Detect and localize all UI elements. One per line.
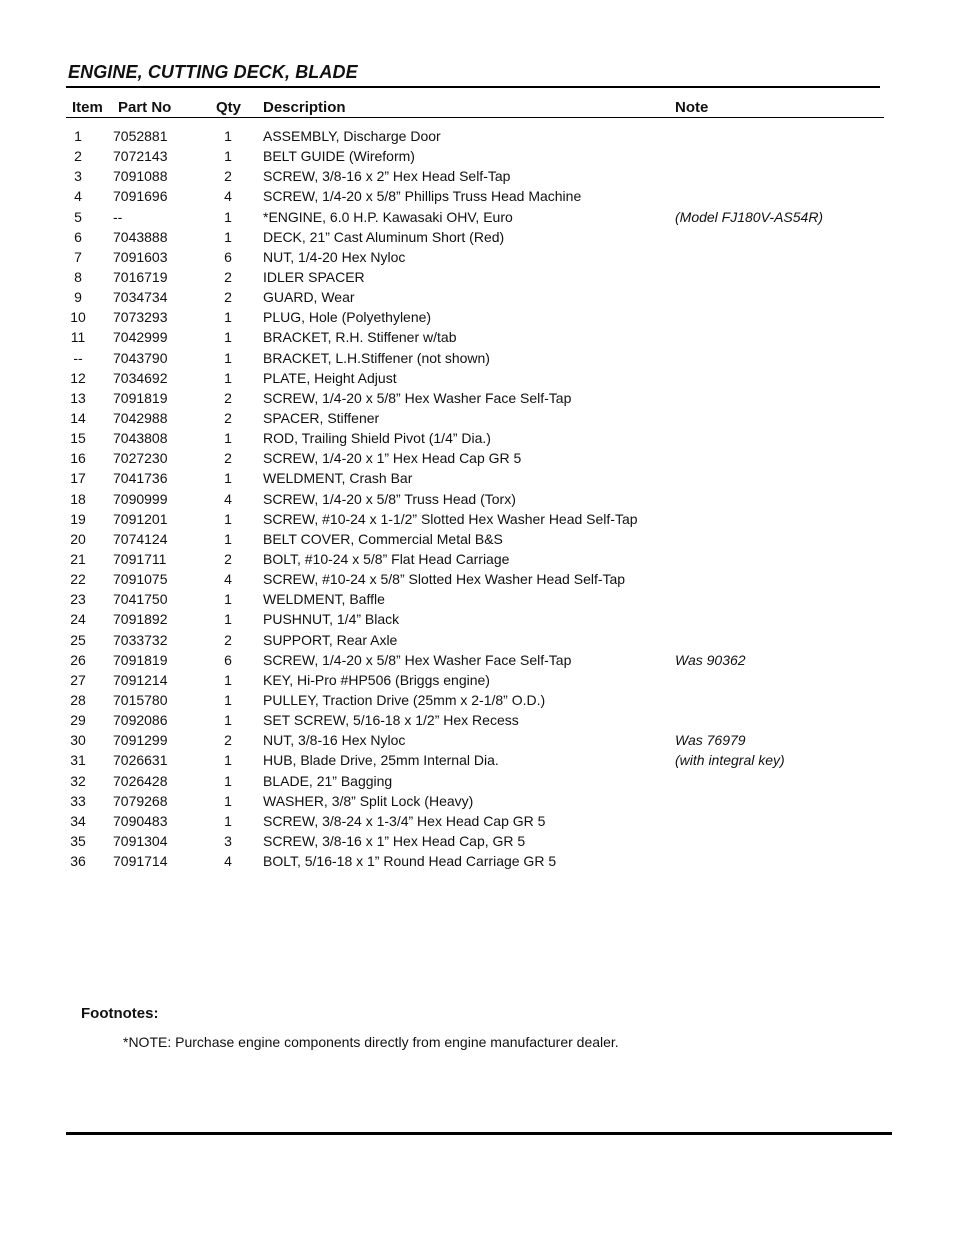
row-qty: 1 xyxy=(224,792,232,809)
header-divider xyxy=(66,117,884,118)
row-qty: 1 xyxy=(224,228,232,245)
row-qty: 1 xyxy=(224,772,232,789)
table-header xyxy=(0,99,954,119)
row-description: SCREW, 1/4-20 x 5/8” Hex Washer Face Self-Tap xyxy=(263,651,572,668)
row-description: SET SCREW, 5/16-18 x 1/2” Hex Recess xyxy=(263,712,519,729)
row-qty: 1 xyxy=(224,309,232,326)
row-part-no: 7091892 xyxy=(113,611,168,628)
row-description: BRACKET, L.H.Stiffener (not shown) xyxy=(263,349,490,366)
row-item: 31 xyxy=(70,752,86,769)
row-item: 22 xyxy=(70,571,86,588)
row-item: 30 xyxy=(70,732,86,749)
table-row xyxy=(0,288,954,308)
row-description: SCREW, 1/4-20 x 1” Hex Head Cap GR 5 xyxy=(263,450,522,467)
table-row xyxy=(0,490,954,510)
row-description: BOLT, 5/16-18 x 1” Round Head Carriage GR 5 xyxy=(263,853,557,870)
row-part-no: 7026428 xyxy=(113,772,168,789)
row-note: (Model FJ180V-AS54R) xyxy=(675,208,824,225)
row-part-no: 7016719 xyxy=(113,268,168,285)
row-part-no: 7090999 xyxy=(113,490,168,507)
table-row xyxy=(0,449,954,469)
row-part-no: 7079268 xyxy=(113,792,168,809)
table-row xyxy=(0,349,954,369)
row-description: KEY, Hi-Pro #HP506 (Briggs engine) xyxy=(263,671,490,688)
table-row xyxy=(0,409,954,429)
row-qty: 1 xyxy=(224,712,232,729)
row-item: 6 xyxy=(74,228,82,245)
row-qty: 1 xyxy=(224,148,232,165)
row-item: 15 xyxy=(70,430,86,447)
row-description: NUT, 3/8-16 Hex Nyloc xyxy=(263,732,406,749)
row-qty: 1 xyxy=(224,369,232,386)
table-row xyxy=(0,147,954,167)
row-part-no: 7090483 xyxy=(113,812,168,829)
row-qty: 1 xyxy=(224,349,232,366)
page-title: ENGINE, CUTTING DECK, BLADE xyxy=(68,62,358,82)
row-part-no: 7027230 xyxy=(113,450,168,467)
row-qty: 1 xyxy=(224,128,232,144)
row-item: 33 xyxy=(70,792,86,809)
row-qty: 2 xyxy=(224,268,232,285)
row-part-no: 7052881 xyxy=(113,128,168,144)
row-item: 3 xyxy=(74,168,82,185)
table-row xyxy=(0,671,954,691)
row-description: BRACKET, R.H. Stiffener w/tab xyxy=(263,329,457,346)
row-part-no: 7091088 xyxy=(113,168,168,185)
row-qty: 2 xyxy=(224,409,232,426)
row-part-no: 7091214 xyxy=(113,671,168,688)
table-row xyxy=(0,550,954,570)
row-description: SCREW, 3/8-24 x 1-3/4” Hex Head Cap GR 5 xyxy=(263,812,546,829)
table-row xyxy=(0,167,954,187)
row-qty: 1 xyxy=(224,591,232,608)
row-part-no: 7042988 xyxy=(113,409,168,426)
row-part-no: 7091819 xyxy=(113,651,168,668)
row-qty: 1 xyxy=(224,812,232,829)
table-row xyxy=(0,852,954,872)
header-description: Description xyxy=(263,99,346,116)
row-part-no: 7026631 xyxy=(113,752,168,769)
row-item: 8 xyxy=(74,268,82,285)
row-note: Was 90362 xyxy=(675,651,746,668)
row-item: 23 xyxy=(70,591,86,608)
row-description: WELDMENT, Crash Bar xyxy=(263,470,413,487)
row-item: 19 xyxy=(70,510,86,527)
row-qty: 3 xyxy=(224,832,232,849)
row-item: 14 xyxy=(70,409,86,426)
row-part-no: 7074124 xyxy=(113,530,168,547)
row-qty: 2 xyxy=(224,389,232,406)
bottom-divider xyxy=(66,1132,892,1135)
table-row xyxy=(0,751,954,771)
table-row xyxy=(0,530,954,550)
row-item: 34 xyxy=(70,812,86,829)
row-description: PUSHNUT, 1/4” Black xyxy=(263,611,400,628)
row-item: 12 xyxy=(70,369,86,386)
table-row xyxy=(0,187,954,207)
row-description: SCREW, 3/8-16 x 1” Hex Head Cap, GR 5 xyxy=(263,832,526,849)
table-row xyxy=(0,590,954,610)
row-description: NUT, 1/4-20 Hex Nyloc xyxy=(263,248,406,265)
row-item: 32 xyxy=(70,772,86,789)
row-qty: 4 xyxy=(224,490,232,507)
header-item: Item xyxy=(72,99,103,116)
table-row xyxy=(0,429,954,449)
row-item: -- xyxy=(73,349,83,366)
row-part-no: 7043790 xyxy=(113,349,168,366)
row-item: 1 xyxy=(74,128,82,144)
row-description: SCREW, 1/4-20 x 5/8” Truss Head (Torx) xyxy=(263,490,516,507)
table-row xyxy=(0,469,954,489)
row-item: 17 xyxy=(70,470,86,487)
row-description: SCREW, #10-24 x 1-1/2” Slotted Hex Washer Head Self-Tap xyxy=(263,510,638,527)
table-row xyxy=(0,268,954,288)
footnote-text: *NOTE: Purchase engine components directly from engine manufacturer dealer. xyxy=(123,1034,619,1050)
row-qty: 1 xyxy=(224,752,232,769)
row-description: GUARD, Wear xyxy=(263,289,355,306)
header-part-no: Part No xyxy=(118,99,172,116)
row-part-no: 7033732 xyxy=(113,631,168,648)
row-part-no: 7034692 xyxy=(113,369,168,386)
table-row xyxy=(0,731,954,751)
row-item: 13 xyxy=(70,389,86,406)
row-qty: 2 xyxy=(224,550,232,567)
row-item: 9 xyxy=(74,289,82,306)
row-qty: 1 xyxy=(224,208,232,225)
table-row xyxy=(0,812,954,832)
table-row xyxy=(0,510,954,530)
table-row xyxy=(0,772,954,792)
row-qty: 1 xyxy=(224,530,232,547)
row-description: SUPPORT, Rear Axle xyxy=(263,631,398,648)
row-item: 25 xyxy=(70,631,86,648)
row-item: 28 xyxy=(70,691,86,708)
row-qty: 2 xyxy=(224,450,232,467)
row-description: HUB, Blade Drive, 25mm Internal Dia. xyxy=(263,752,499,769)
row-item: 29 xyxy=(70,712,86,729)
row-part-no: 7091304 xyxy=(113,832,168,849)
row-qty: 1 xyxy=(224,691,232,708)
row-description: BELT GUIDE (Wireform) xyxy=(263,148,415,165)
row-part-no: 7091299 xyxy=(113,732,168,749)
row-description: PULLEY, Traction Drive (25mm x 2-1/8” O.D.) xyxy=(263,691,546,708)
row-description: WASHER, 3/8” Split Lock (Heavy) xyxy=(263,792,474,809)
row-description: BLADE, 21” Bagging xyxy=(263,772,393,789)
row-description: SCREW, 1/4-20 x 5/8” Hex Washer Face Self-Tap xyxy=(263,389,572,406)
row-part-no: 7042999 xyxy=(113,329,168,346)
row-description: PLUG, Hole (Polyethylene) xyxy=(263,309,432,326)
row-qty: 1 xyxy=(224,329,232,346)
row-description: DECK, 21” Cast Aluminum Short (Red) xyxy=(263,228,505,245)
row-qty: 6 xyxy=(224,651,232,668)
row-item: 26 xyxy=(70,651,86,668)
row-part-no: 7091711 xyxy=(113,550,167,567)
row-description: ASSEMBLY, Discharge Door xyxy=(263,128,441,144)
row-part-no: 7091075 xyxy=(113,571,168,588)
row-item: 4 xyxy=(74,188,82,205)
table-row xyxy=(0,631,954,651)
row-part-no: 7015780 xyxy=(113,691,168,708)
table-row xyxy=(0,691,954,711)
row-item: 2 xyxy=(74,148,82,165)
row-part-no: -- xyxy=(113,208,123,225)
row-part-no: 7034734 xyxy=(113,289,168,306)
row-item: 11 xyxy=(70,329,86,346)
table-row xyxy=(0,792,954,812)
row-qty: 1 xyxy=(224,671,232,688)
row-qty: 4 xyxy=(224,853,232,870)
row-qty: 2 xyxy=(224,631,232,648)
parts-table-body xyxy=(0,127,954,872)
row-qty: 2 xyxy=(224,289,232,306)
row-qty: 1 xyxy=(224,510,232,527)
table-row xyxy=(0,308,954,328)
table-row xyxy=(0,389,954,409)
row-qty: 2 xyxy=(224,168,232,185)
table-row xyxy=(0,248,954,268)
row-qty: 6 xyxy=(224,248,232,265)
row-part-no: 7073293 xyxy=(113,309,168,326)
row-description: BOLT, #10-24 x 5/8” Flat Head Carriage xyxy=(263,550,510,567)
table-row xyxy=(0,610,954,630)
table-row xyxy=(0,228,954,248)
row-item: 21 xyxy=(70,550,86,567)
row-part-no: 7091696 xyxy=(113,188,168,205)
row-description: PLATE, Height Adjust xyxy=(263,369,397,386)
row-part-no: 7041750 xyxy=(113,591,168,608)
table-row xyxy=(0,127,954,147)
row-description: IDLER SPACER xyxy=(263,268,365,285)
footnotes-heading: Footnotes: xyxy=(81,1005,159,1022)
row-part-no: 7091201 xyxy=(113,510,168,527)
row-item: 36 xyxy=(70,853,86,870)
title-divider xyxy=(66,86,880,88)
row-note: (with integral key) xyxy=(675,752,785,769)
row-item: 18 xyxy=(70,490,86,507)
row-qty: 4 xyxy=(224,571,232,588)
row-item: 24 xyxy=(70,611,86,628)
row-item: 35 xyxy=(70,832,86,849)
row-qty: 1 xyxy=(224,611,232,628)
table-row xyxy=(0,711,954,731)
table-row xyxy=(0,369,954,389)
row-description: ROD, Trailing Shield Pivot (1/4” Dia.) xyxy=(263,430,491,447)
row-description: *ENGINE, 6.0 H.P. Kawasaki OHV, Euro xyxy=(263,208,513,225)
row-item: 5 xyxy=(74,208,82,225)
row-description: SCREW, #10-24 x 5/8” Slotted Hex Washer Head Self-Tap xyxy=(263,571,626,588)
header-qty: Qty xyxy=(216,99,242,116)
row-part-no: 7091714 xyxy=(113,853,168,870)
table-row xyxy=(0,570,954,590)
row-part-no: 7043808 xyxy=(113,430,168,447)
row-description: SCREW, 1/4-20 x 5/8” Phillips Truss Head Machine xyxy=(263,188,582,205)
row-part-no: 7041736 xyxy=(113,470,168,487)
table-row xyxy=(0,832,954,852)
row-part-no: 7091819 xyxy=(113,389,168,406)
table-row xyxy=(0,651,954,671)
row-part-no: 7043888 xyxy=(113,228,168,245)
row-part-no: 7092086 xyxy=(113,712,168,729)
row-item: 7 xyxy=(74,248,82,265)
row-description: BELT COVER, Commercial Metal B&S xyxy=(263,530,503,547)
table-row xyxy=(0,208,954,228)
row-item: 20 xyxy=(70,530,86,547)
header-note: Note xyxy=(675,99,709,116)
row-note: Was 76979 xyxy=(675,732,746,749)
row-description: SPACER, Stiffener xyxy=(263,409,380,426)
row-qty: 2 xyxy=(224,732,232,749)
row-item: 27 xyxy=(70,671,86,688)
table-row xyxy=(0,328,954,348)
row-item: 16 xyxy=(70,450,86,467)
row-part-no: 7091603 xyxy=(113,248,168,265)
row-qty: 1 xyxy=(224,470,232,487)
row-description: SCREW, 3/8-16 x 2” Hex Head Self-Tap xyxy=(263,168,511,185)
row-description: WELDMENT, Baffle xyxy=(263,591,385,608)
row-item: 10 xyxy=(70,309,86,326)
row-qty: 4 xyxy=(224,188,232,205)
row-part-no: 7072143 xyxy=(113,148,168,165)
row-qty: 1 xyxy=(224,430,232,447)
